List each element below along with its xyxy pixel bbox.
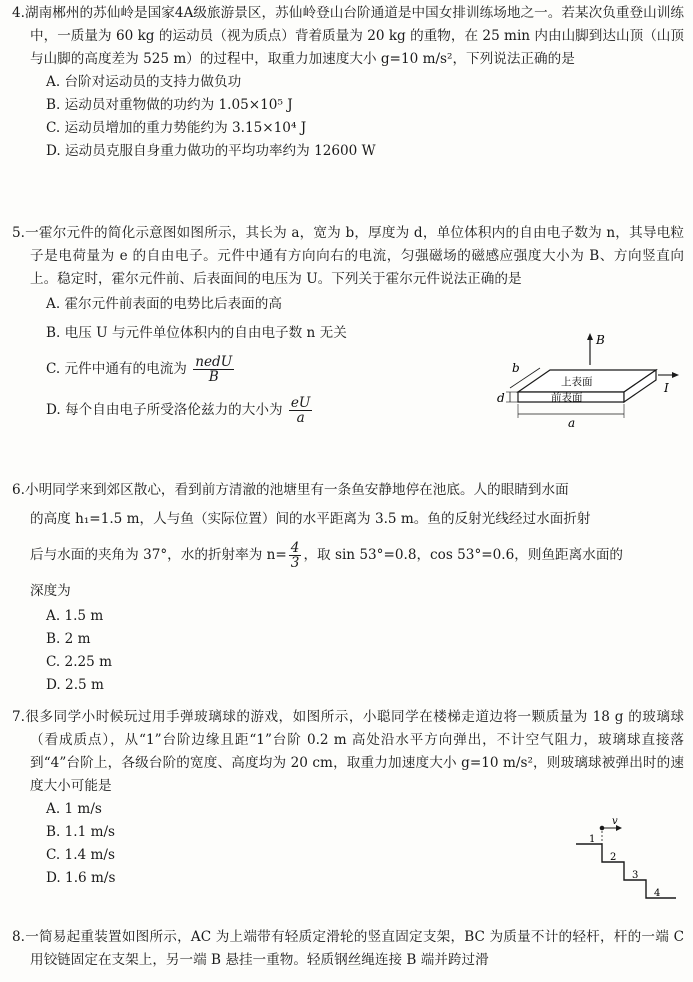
refractive-index-fraction [289, 541, 302, 570]
fraction-numerator: nedU [195, 354, 233, 370]
magnetic-field-arrowhead [587, 333, 593, 340]
label-a: a [568, 416, 576, 430]
q5-option-c-text: C. 元件中通有的电流为 [46, 361, 187, 377]
step-label-3: 3 [632, 870, 639, 881]
q4-option-b[interactable]: B. 运动员对重物做的功约为 1.05×10⁵ J [46, 97, 293, 113]
staircase-outline [576, 844, 676, 898]
q4-option-a[interactable]: A. 台阶对运动员的支持力做负功 [46, 74, 242, 90]
label-I: I [664, 381, 669, 395]
hall-element-figure [488, 330, 683, 430]
q4-option-d[interactable]: D. 运动员克服自身重力做功的平均功率约为 12600 W [46, 143, 376, 159]
question-6-line-1: 6.小明同学来到郊区散心，看到前方清澈的池塘里有一条鱼安静地停在池底。人的眼睛到水面 [12, 482, 569, 498]
q6-option-b[interactable]: B. 2 m [46, 631, 91, 647]
q5-option-d-fraction [289, 396, 313, 425]
label-b: b [512, 361, 520, 375]
fraction-denominator: a [296, 410, 305, 426]
q6-option-c[interactable]: C. 2.25 m [46, 654, 113, 670]
question-6-line-3a: 后与水面的夹角为 37°，水的折射率为 n= [30, 547, 287, 563]
q5-option-c-fraction [193, 355, 234, 384]
q7-option-b[interactable]: B. 1.1 m/s [46, 824, 116, 840]
question-5-stem: 5.一霍尔元件的简化示意图如图所示，其长为 a，宽为 b，厚度为 d，单位体积内的自由电子数为 n，其导电粒子是电荷量为 e 的自由电子。元件中通有方向向右的电流，匀强磁场的磁感应强度大小为 B、方向竖直向上。稳定时，霍尔元件前、后表面间的电压为 U。下列关于霍尔元件说法正确的是 [12, 225, 684, 287]
q6-option-a[interactable]: A. 1.5 m [46, 608, 104, 624]
label-d: d [497, 391, 505, 405]
label-top-surface: 上表面 [561, 376, 593, 388]
fraction-numerator: 4 [290, 540, 300, 556]
q4-option-c[interactable]: C. 运动员增加的重力势能约为 3.15×10⁴ J [46, 120, 307, 136]
question-8 [12, 926, 684, 972]
fraction-denominator: 3 [290, 555, 300, 571]
question-6-line-3 [12, 541, 684, 570]
question-6-line-2: 的高度 h₁=1.5 m，人与鱼（实际位置）间的水平距离为 3.5 m。鱼的反射光线经过水面折射 [30, 511, 591, 527]
question-6-line-3b: ，取 sin 53°=0.8，cos 53°=0.6，则鱼距离水面的 [303, 547, 624, 563]
question-4 [12, 2, 684, 163]
q5-option-d-text: D. 每个自由电子所受洛伦兹力的大小为 [46, 402, 283, 418]
step-label-1: 1 [589, 834, 596, 845]
label-v: v [612, 818, 618, 827]
step-label-2: 2 [610, 852, 617, 863]
q5-option-b[interactable]: B. 电压 U 与元件单位体积内的自由电子数 n 无关 [46, 325, 347, 341]
q7-option-a[interactable]: A. 1 m/s [46, 801, 102, 817]
question-8-stem: 8.一简易起重装置如图所示，AC 为上端带有轻质定滑轮的竖直固定支架，BC 为质量不计的轻杆，杆的一端 C 用铰链固定在支架上，另一端 B 悬挂一重物。轻质钢丝绳连接 B 端并跨过滑 [12, 929, 684, 968]
question-6-line-4: 深度为 [30, 583, 71, 599]
staircase-figure [572, 818, 680, 912]
question-4-stem: 4.湖南郴州的苏仙岭是国家4A级旅游景区，苏仙岭登山台阶通道是中国女排训练场地之一。若某次负重登山训练中，一质量为 60 kg 的运动员（视为质点）背着质量为 20 kg 的重物，在 25 min 内由山脚到达山顶（山顶与山脚的高度差为 525 m）的过程中，取重力加速度大小 g=10 m/s²，下列说法正确的是 [12, 5, 684, 67]
current-arrowhead [672, 372, 679, 378]
q5-option-a[interactable]: A. 霍尔元件前表面的电势比后表面的高 [46, 296, 282, 312]
q7-option-d[interactable]: D. 1.6 m/s [46, 870, 116, 886]
fraction-denominator: B [208, 369, 219, 385]
question-6 [12, 479, 684, 697]
glass-ball-icon [600, 826, 605, 831]
fraction-numerator: eU [290, 395, 311, 411]
q7-option-c[interactable]: C. 1.4 m/s [46, 847, 115, 863]
label-B: B [596, 333, 605, 347]
label-front-surface: 前表面 [551, 392, 583, 404]
q6-option-d[interactable]: D. 2.5 m [46, 677, 104, 693]
step-label-4: 4 [654, 888, 661, 899]
question-7-stem: 7.很多同学小时候玩过用手弹玻璃球的游戏，如图所示，小聪同学在楼梯走道边将一颗质量为 18 g 的玻璃球（看成质点），从“1”台阶边缘且距“1”台阶 0.2 m 高处沿水平方向弹出，不计空气阻力，玻璃球直接落到“4”台阶上，各级台阶的宽度、高度均为 20 cm，取重力加速度大小 g=10 m/s²，则玻璃球被弹出时的速度大小可能是 [12, 709, 684, 794]
